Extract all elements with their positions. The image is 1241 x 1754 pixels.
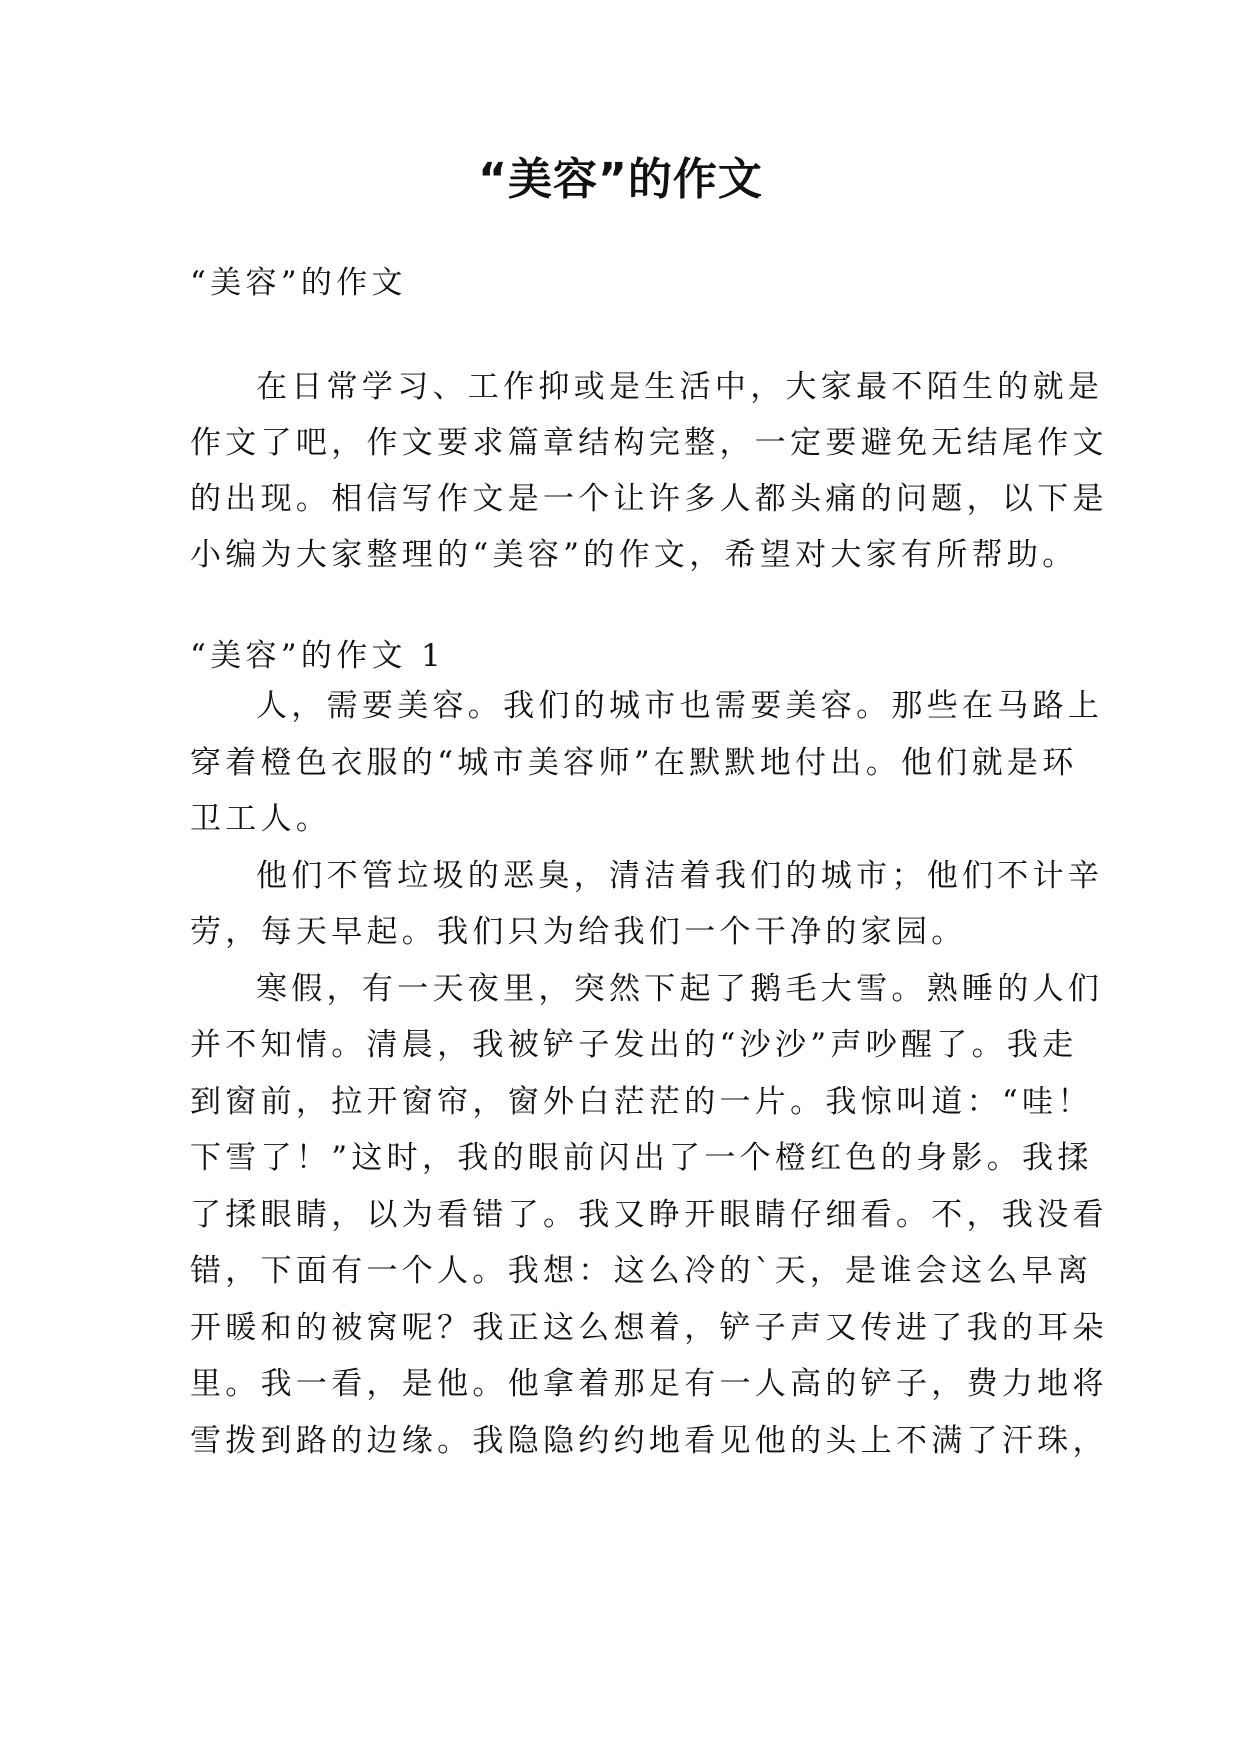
para3-line-7: 开暖和的被窝呢？我正这么想着，铲子声又传进了我的耳朵 bbox=[190, 1310, 1108, 1346]
para3-line-1: 寒假，有一天夜里，突然下起了鹅毛大雪。熟睡的人们 bbox=[256, 971, 1104, 1007]
intro-line-4: 小编为大家整理的“美容”的作文，希望对大家有所帮助。 bbox=[190, 537, 1078, 573]
intro-line-1: 在日常学习、工作抑或是生活中，大家最不陌生的就是 bbox=[256, 369, 1104, 405]
intro-line-2: 作文了吧，作文要求篇章结构完整，一定要避免无结尾作文 bbox=[190, 425, 1108, 461]
para3-line-6: 错，下面有一个人。我想：这么冷的`天，是谁会这么早离 bbox=[190, 1253, 1093, 1289]
para2-line-1: 他们不管垃圾的恶臭，清洁着我们的城市；他们不计辛 bbox=[256, 858, 1104, 894]
subtitle: “美容”的作文 bbox=[190, 265, 407, 301]
para3-line-2: 并不知情。清晨，我被铲子发出的“沙沙”声吵醒了。我走 bbox=[190, 1027, 1078, 1063]
para3-line-5: 了揉眼睛，以为看错了。我又睁开眼睛仔细看。不，我没看 bbox=[190, 1197, 1108, 1233]
para3-line-8: 里。我一看，是他。他拿着那足有一人高的铲子，费力地将 bbox=[190, 1366, 1108, 1402]
section-heading: “美容”的作文 1 bbox=[190, 638, 445, 674]
intro-line-3: 的出现。相信写作文是一个让许多人都头痛的问题，以下是 bbox=[190, 481, 1108, 517]
para3-line-3: 到窗前，拉开窗帘，窗外白茫茫的一片。我惊叫道：“哇！ bbox=[190, 1084, 1093, 1120]
para1-line-1: 人，需要美容。我们的城市也需要美容。那些在马路上 bbox=[256, 688, 1104, 724]
para3-line-9: 雪拨到路的边缘。我隐隐约约地看见他的头上不满了汗珠， bbox=[190, 1423, 1108, 1459]
document-title: “美容”的作文 bbox=[478, 154, 763, 205]
para2-line-2: 劳，每天早起。我们只为给我们一个干净的家园。 bbox=[190, 914, 967, 950]
para3-line-4: 下雪了！”这时，我的眼前闪出了一个橙红色的身影。我揉 bbox=[190, 1140, 1093, 1176]
para1-line-3: 卫工人。 bbox=[190, 801, 332, 837]
para1-line-2: 穿着橙色衣服的“城市美容师”在默默地付出。他们就是环 bbox=[190, 745, 1078, 781]
